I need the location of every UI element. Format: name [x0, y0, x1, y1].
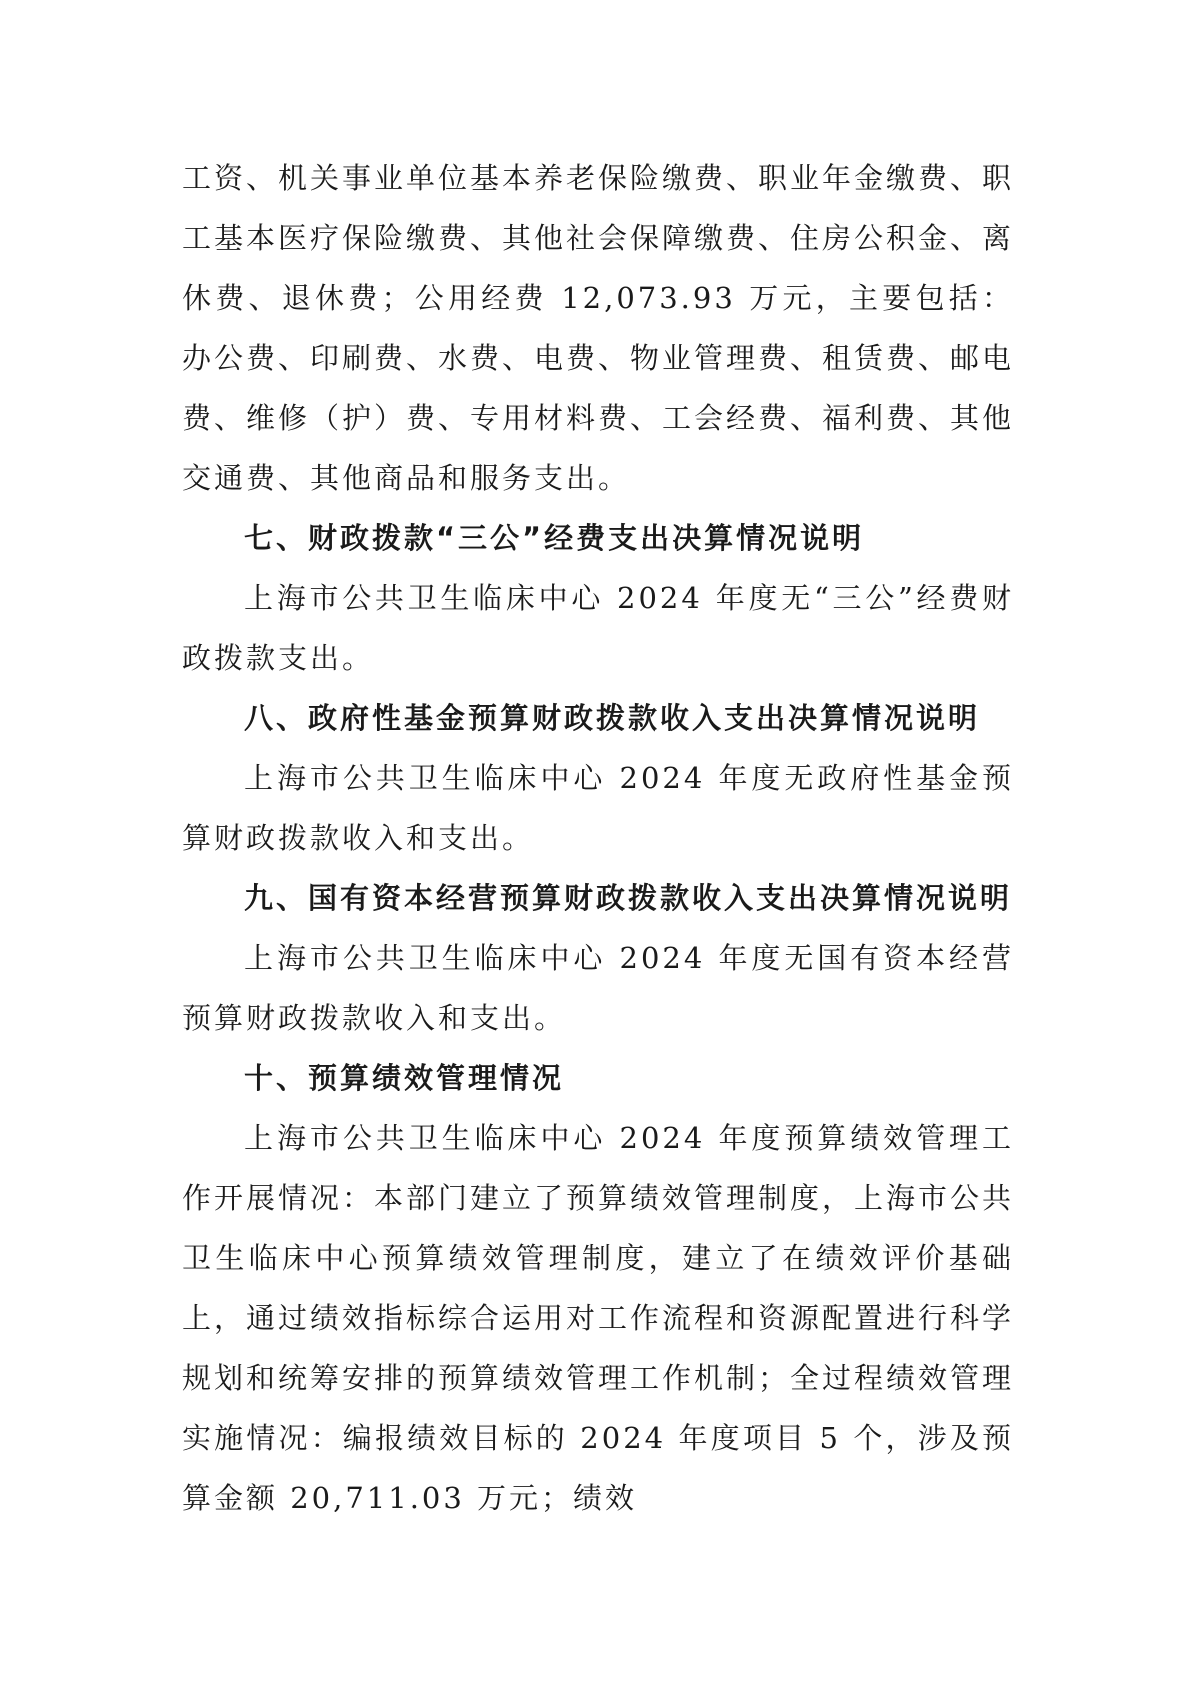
section-heading-9: 九、国有资本经营预算财政拨款收入支出决算情况说明 [244, 881, 1013, 915]
section-body-7: 上海市公共卫生临床中心 2024 年度无“三公”经费财政拨款支出。 [182, 581, 1014, 675]
document-content [182, 148, 1014, 1528]
continued-paragraph: 工资、机关事业单位基本养老保险缴费、职业年金缴费、职工基本医疗保险缴费、其他社会保障缴费、住房公积金、离休费、退休费；公用经费 12,073.93 万元，主要包括：办公费、印刷费、水费、电费、物业管理费、租赁费、邮电费、维修（护）费、专用材料费、工会经费、福利费、其他交通费、其他商品和服务支出。 [182, 161, 1015, 495]
section-body-9: 上海市公共卫生临床中心 2024 年度无国有资本经营预算财政拨款收入和支出。 [182, 941, 1014, 1035]
section-heading-7: 七、财政拨款“三公”经费支出决算情况说明 [244, 521, 865, 555]
section-body-8: 上海市公共卫生临床中心 2024 年度无政府性基金预算财政拨款收入和支出。 [182, 761, 1014, 855]
section-heading-8: 八、政府性基金预算财政拨款收入支出决算情况说明 [244, 701, 981, 735]
section-body-10: 上海市公共卫生临床中心 2024 年度预算绩效管理工作开展情况：本部门建立了预算绩效管理制度，上海市公共卫生临床中心预算绩效管理制度，建立了在绩效评价基础上，通过绩效指标综合运用对工作流程和资源配置进行科学规划和统筹安排的预算绩效管理工作机制；全过程绩效管理实施情况：编报绩效目标的 2024 年度项目 5 个，涉及预算金额 20,711.03 万元；绩效 [182, 1121, 1015, 1515]
section-heading-10: 十、预算绩效管理情况 [244, 1061, 565, 1095]
